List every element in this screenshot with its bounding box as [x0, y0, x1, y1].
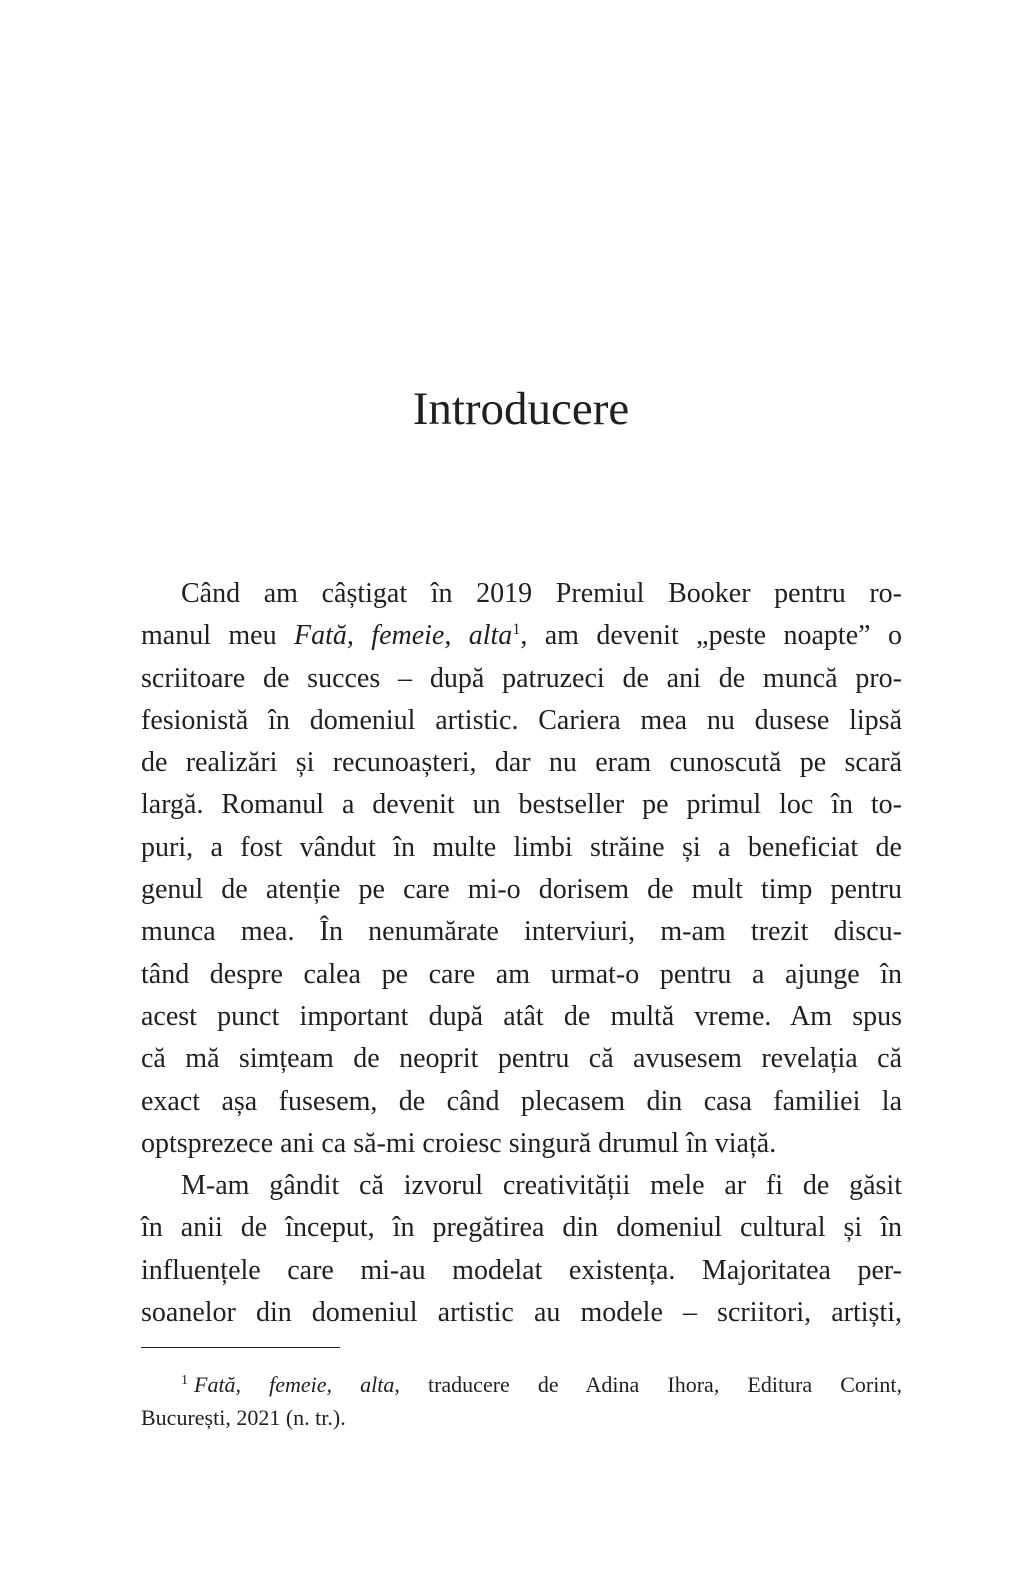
text-line-content: în anii de început, în pregătirea din domeniul cultural și în [141, 1212, 902, 1244]
text-line [141, 996, 902, 1038]
footnote-number: 1 [181, 1373, 188, 1388]
footnote-ref[interactable]: 1 [512, 621, 521, 639]
text-segment: manul meu [141, 620, 294, 652]
text-line [141, 1250, 902, 1292]
book-title: Fată, femeie, alta [294, 620, 513, 652]
text-line-content: fesionistă în domeniul artistic. Cariera mea nu dusese lipsă [141, 704, 902, 736]
text-line [141, 700, 902, 742]
text-line [141, 869, 902, 911]
text-line-content: soanelor din domeniul artistic au modele – scriitori, artiști, [141, 1297, 902, 1329]
text-line-content: scriitoare de succes – după patruzeci de ani de muncă pro- [141, 662, 902, 694]
text-line [141, 784, 902, 826]
footnote-line [141, 1368, 902, 1401]
text-line [141, 954, 902, 996]
paragraph-1 [141, 573, 902, 1165]
text-line-content: genul de atenție pe care mi-o dorisem de mult timp pentru [141, 874, 902, 906]
text-line [141, 1207, 902, 1249]
text-line-content: tând despre calea pe care am urmat-o pentru a ajunge în [141, 958, 902, 990]
text-line [141, 658, 902, 700]
footnote-text: , traducere de Adina Ihora, Editura Corint, [394, 1372, 902, 1397]
text-line-content: Când am câștigat în 2019 Premiul Booker pentru ro- [181, 578, 902, 609]
footnote [141, 1368, 902, 1434]
text-line [141, 573, 902, 615]
text-line-content: puri, a fost vândut în multe limbi străine și a beneficiat de [141, 831, 902, 863]
text-line [141, 615, 902, 657]
text-line-content: de realizări și recunoașteri, dar nu eram cunoscută pe scară [141, 747, 902, 779]
text-line [141, 827, 902, 869]
text-line-content: influențele care mi-au modelat existența. Majoritatea per- [141, 1254, 902, 1286]
text-line [141, 742, 902, 784]
footnote-divider [141, 1347, 340, 1348]
chapter-title: Introducere [412, 383, 630, 435]
footnote-line: București, 2021 (n. tr.). [141, 1405, 346, 1430]
text-line-content: că mă simțeam de neoprit pentru că avusesem revelația că [141, 1043, 902, 1075]
text-line-content: munca mea. În nenumărate interviuri, m-am trezit discu- [141, 916, 902, 948]
text-line-content: acest punct important după atât de multă vreme. Am spus [141, 1000, 902, 1032]
text-line-content: optsprezece ani ca să-mi croiesc singură drumul în viață. [141, 1127, 777, 1159]
paragraph-2 [141, 1165, 902, 1334]
text-line-content: exact așa fusesem, de când plecasem din casa familiei la [141, 1085, 902, 1117]
text-line-content: M-am gândit că izvorul creativității mele ar fi de găsit [181, 1170, 902, 1202]
text-line [141, 1081, 902, 1123]
text-line [141, 911, 902, 953]
text-line [141, 1038, 902, 1080]
body-text [141, 573, 902, 1334]
footnote-book-title: Fată, femeie, alta [194, 1372, 395, 1397]
text-line [141, 1292, 902, 1334]
text-line [141, 1165, 902, 1207]
text-line-content: largă. Romanul a devenit un bestseller pe primul loc în to- [141, 789, 902, 821]
text-segment: , am devenit „peste noapte” o [520, 620, 902, 652]
text-line [141, 1123, 902, 1165]
